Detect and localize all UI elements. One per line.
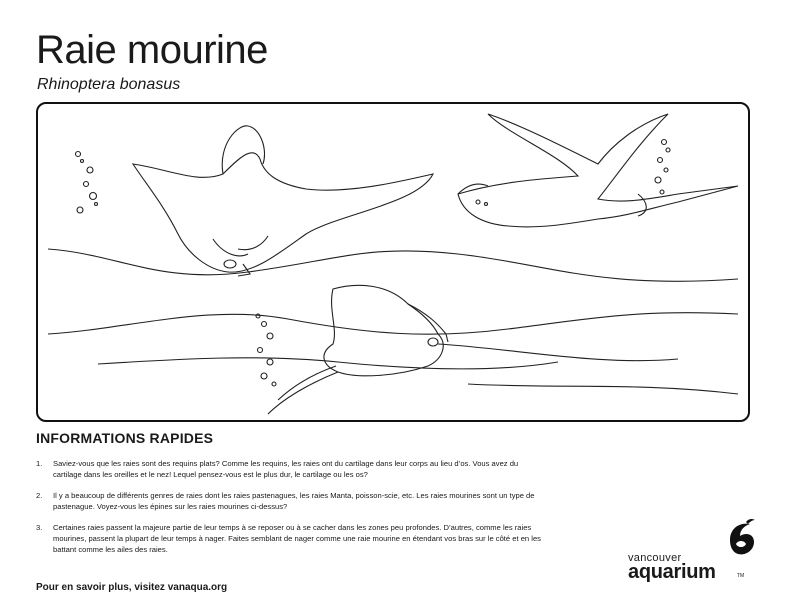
rays-drawing-icon <box>38 104 752 424</box>
list-item <box>36 458 546 480</box>
vancouver-aquarium-logo <box>628 518 758 586</box>
list-item <box>36 490 546 512</box>
page-title: Raie mourine <box>36 28 268 72</box>
fact-text: Saviez-vous que les raies sont des requins plats? Comme les requins, les raies ont du cartilage dans leur corps au lieu d’os. Vous avez du cartilage dans les oreilles et le nez! Lequel pensez-vous est le plus dur, le cartilage ou les os? <box>53 459 519 479</box>
list-number: 1. <box>36 459 43 468</box>
facts-heading: INFORMATIONS RAPIDES <box>36 430 214 446</box>
facts-list <box>36 458 546 565</box>
logo-line2: aquarium <box>628 561 716 583</box>
trademark: TM <box>737 573 745 579</box>
fact-text: Il y a beaucoup de différents genres de raies dont les raies pastenagues, les raies Manta, poisson-scie, etc. Les raies mourines sont un type de pastenague. Voyez-vous les épines sur les raies mourines ci-dessus? <box>53 491 535 511</box>
coloring-illustration <box>36 102 750 422</box>
list-number: 3. <box>36 523 43 532</box>
footer-link-text: Pour en savoir plus, visitez vanaqua.org <box>36 582 228 593</box>
logo-line1: vancouver <box>628 552 682 564</box>
list-number: 2. <box>36 491 43 500</box>
list-item <box>36 522 546 555</box>
scientific-name: Rhinoptera bonasus <box>37 76 181 93</box>
orca-wave-icon <box>726 518 758 558</box>
fact-text: Certaines raies passent la majeure partie de leur temps à se reposer ou à se cacher dans les zones peu profondes. D’autres, comme les raies mourines, passent la plupart de leur temps à nager. Faites semblant de nager comme une raie mourine en étendant vos bras sur le côté et en les battant comme les ailes des raies. <box>53 523 541 554</box>
